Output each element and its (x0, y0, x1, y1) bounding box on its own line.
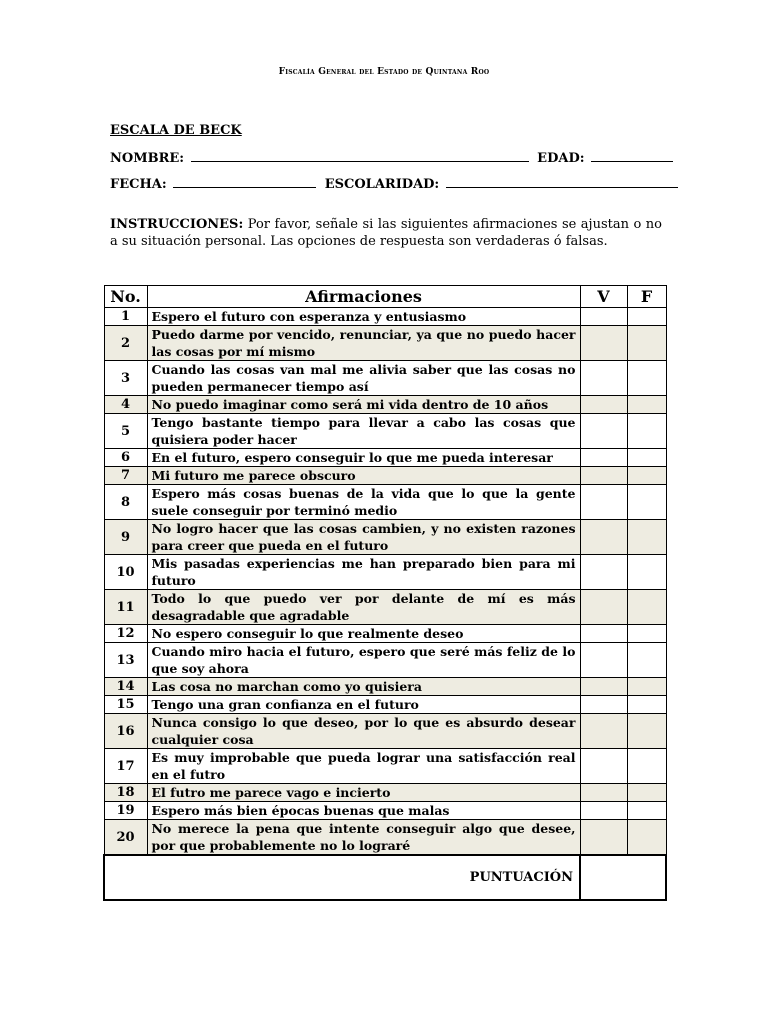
answer-v-cell[interactable] (580, 520, 627, 555)
row-number: 16 (104, 714, 147, 749)
header-v: V (580, 286, 627, 308)
table-row (104, 467, 666, 485)
fecha-escolaridad-line (110, 175, 682, 192)
row-statement: Espero más cosas buenas de la vida que lo que la gente suele conseguir por terminó medio (147, 485, 580, 520)
row-number: 11 (104, 590, 147, 625)
answer-f-cell[interactable] (627, 696, 666, 714)
answer-f-cell[interactable] (627, 625, 666, 643)
table-row (104, 449, 666, 467)
answer-f-cell[interactable] (627, 820, 666, 856)
table-row (104, 820, 666, 856)
answer-f-cell[interactable] (627, 784, 666, 802)
answer-f-cell[interactable] (627, 749, 666, 784)
score-cell[interactable] (580, 855, 666, 900)
answer-v-cell[interactable] (580, 802, 627, 820)
nombre-label: NOMBRE: (110, 151, 185, 166)
table-row (104, 802, 666, 820)
table-row (104, 396, 666, 414)
document-header: Fiscalía General del Estado de Quintana Roo (278, 67, 490, 77)
table-row (104, 625, 666, 643)
answer-v-cell[interactable] (580, 396, 627, 414)
row-number: 14 (104, 678, 147, 696)
answer-f-cell[interactable] (627, 449, 666, 467)
nombre-edad-line (110, 149, 677, 166)
row-number: 7 (104, 467, 147, 485)
row-statement: No espero conseguir lo que realmente deseo (147, 625, 580, 643)
table-row (104, 696, 666, 714)
header-f: F (627, 286, 666, 308)
table-row (104, 308, 666, 326)
answer-v-cell[interactable] (580, 308, 627, 326)
row-number: 10 (104, 555, 147, 590)
edad-field[interactable] (591, 149, 673, 162)
table-row (104, 784, 666, 802)
instructions-text: Por favor, señale si las siguientes afirmaciones se ajustan o no a su situación personal. Las opciones de respuesta son verdaderas ó falsas. (110, 217, 662, 249)
row-number: 4 (104, 396, 147, 414)
answer-f-cell[interactable] (627, 643, 666, 678)
row-number: 5 (104, 414, 147, 449)
table-row (104, 643, 666, 678)
answer-v-cell[interactable] (580, 784, 627, 802)
instructions (110, 216, 662, 250)
answer-f-cell[interactable] (627, 326, 666, 361)
row-statement: Nunca consigo lo que deseo, por lo que es absurdo desear cualquier cosa (147, 714, 580, 749)
answer-v-cell[interactable] (580, 555, 627, 590)
answer-v-cell[interactable] (580, 467, 627, 485)
row-statement: Tengo una gran confianza en el futuro (147, 696, 580, 714)
row-number: 12 (104, 625, 147, 643)
score-row (104, 855, 666, 900)
table-row (104, 590, 666, 625)
table-row (104, 678, 666, 696)
row-statement: Espero más bien épocas buenas que malas (147, 802, 580, 820)
row-number: 13 (104, 643, 147, 678)
answer-v-cell[interactable] (580, 749, 627, 784)
row-statement: Mis pasadas experiencias me han preparado bien para mi futuro (147, 555, 580, 590)
fecha-field[interactable] (173, 175, 316, 188)
answer-f-cell[interactable] (627, 714, 666, 749)
header-afirmaciones: Afirmaciones (147, 286, 580, 308)
answer-f-cell[interactable] (627, 308, 666, 326)
table-row (104, 555, 666, 590)
row-statement: Espero el futuro con esperanza y entusiasmo (147, 308, 580, 326)
answer-f-cell[interactable] (627, 678, 666, 696)
answer-v-cell[interactable] (580, 625, 627, 643)
beck-table (103, 285, 667, 901)
fecha-label: FECHA: (110, 177, 167, 192)
instructions-label: INSTRUCCIONES: (110, 217, 244, 232)
answer-f-cell[interactable] (627, 396, 666, 414)
answer-f-cell[interactable] (627, 520, 666, 555)
score-label: PUNTUACIÓN (104, 855, 580, 900)
answer-v-cell[interactable] (580, 361, 627, 396)
table-header-row (104, 286, 666, 308)
row-number: 20 (104, 820, 147, 856)
table-body (104, 308, 666, 856)
answer-v-cell[interactable] (580, 485, 627, 520)
row-number: 1 (104, 308, 147, 326)
row-statement: Cuando las cosas van mal me alivia saber que las cosas no pueden permanecer tiempo así (147, 361, 580, 396)
escolaridad-field[interactable] (446, 175, 678, 188)
answer-v-cell[interactable] (580, 696, 627, 714)
table-row (104, 749, 666, 784)
row-number: 18 (104, 784, 147, 802)
answer-v-cell[interactable] (580, 590, 627, 625)
row-statement: No logro hacer que las cosas cambien, y no existen razones para creer que pueda en el futuro (147, 520, 580, 555)
table-row (104, 361, 666, 396)
answer-v-cell[interactable] (580, 449, 627, 467)
answer-f-cell[interactable] (627, 555, 666, 590)
answer-f-cell[interactable] (627, 361, 666, 396)
answer-f-cell[interactable] (627, 467, 666, 485)
answer-f-cell[interactable] (627, 485, 666, 520)
table-row (104, 714, 666, 749)
row-statement: En el futuro, espero conseguir lo que me pueda interesar (147, 449, 580, 467)
row-statement: El futro me parece vago e incierto (147, 784, 580, 802)
row-statement: No merece la pena que intente conseguir algo que desee, por que probablemente no lo lograré (147, 820, 580, 856)
header-no: No. (104, 286, 147, 308)
answer-v-cell[interactable] (580, 820, 627, 856)
edad-label: EDAD: (537, 151, 585, 166)
row-number: 2 (104, 326, 147, 361)
answer-v-cell[interactable] (580, 714, 627, 749)
row-number: 8 (104, 485, 147, 520)
row-number: 15 (104, 696, 147, 714)
answer-f-cell[interactable] (627, 590, 666, 625)
row-statement: Cuando miro hacia el futuro, espero que seré más feliz de lo que soy ahora (147, 643, 580, 678)
row-statement: No puedo imaginar como será mi vida dentro de 10 años (147, 396, 580, 414)
answer-f-cell[interactable] (627, 414, 666, 449)
answer-v-cell[interactable] (580, 678, 627, 696)
page-title: ESCALA DE BECK (110, 123, 242, 138)
table-row (104, 485, 666, 520)
row-number: 19 (104, 802, 147, 820)
row-statement: Mi futuro me parece obscuro (147, 467, 580, 485)
table-row (104, 414, 666, 449)
row-statement: Todo lo que puedo ver por delante de mí es más desagradable que agradable (147, 590, 580, 625)
nombre-field[interactable] (191, 149, 529, 162)
row-number: 17 (104, 749, 147, 784)
escolaridad-label: ESCOLARIDAD: (324, 177, 440, 192)
row-statement: Es muy improbable que pueda lograr una satisfacción real en el futro (147, 749, 580, 784)
answer-v-cell[interactable] (580, 643, 627, 678)
table-row (104, 520, 666, 555)
row-statement: Tengo bastante tiempo para llevar a cabo las cosas que quisiera poder hacer (147, 414, 580, 449)
row-number: 3 (104, 361, 147, 396)
row-number: 6 (104, 449, 147, 467)
answer-f-cell[interactable] (627, 802, 666, 820)
answer-v-cell[interactable] (580, 414, 627, 449)
row-statement: Puedo darme por vencido, renunciar, ya que no puedo hacer las cosas por mí mismo (147, 326, 580, 361)
row-statement: Las cosa no marchan como yo quisiera (147, 678, 580, 696)
row-number: 9 (104, 520, 147, 555)
table-row (104, 326, 666, 361)
answer-v-cell[interactable] (580, 326, 627, 361)
